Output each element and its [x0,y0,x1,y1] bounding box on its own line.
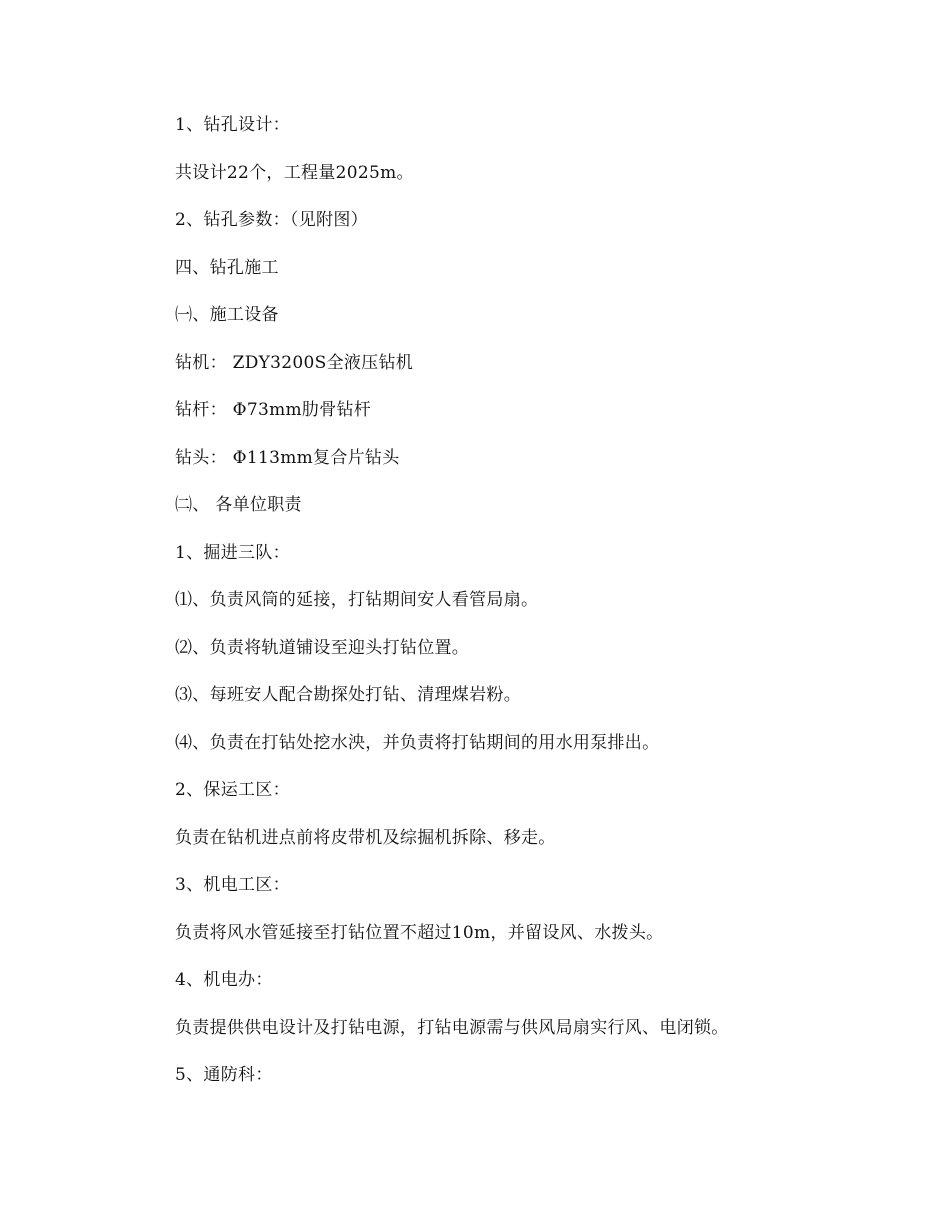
equipment-drill-rig: 钻机： ZDY3200S全液压钻机 [175,352,414,373]
heading-electromechanical-area: 3、机电工区： [175,875,290,895]
paragraph-maintenance-duty: 负责在钻机进点前将皮带机及综掘机拆除、移走。 [175,827,556,848]
heading-maintenance-area: 2、保运工区： [175,780,290,800]
equipment-drill-bit: 钻头： Φ113mm复合片钻头 [175,447,400,468]
list-item-duty-2: ⑵、负责将轨道铺设至迎头打钻位置。 [175,637,470,658]
list-item-duty-1: ⑴、负责风筒的延接，打钻期间安人看管局扇。 [175,590,539,610]
heading-tunneling-team-3: 1、掘进三队： [175,542,290,563]
equipment-drill-rod: 钻杆： Φ73mm肋骨钻杆 [175,400,372,420]
list-item-duty-3: ⑶、每班安人配合勘探处打钻、清理煤岩粉。 [175,685,521,705]
heading-electromechanical-office: 4、机电办： [175,970,273,990]
paragraph-electromechanical-office-duty: 负责提供供电设计及打钻电源，打钻电源需与供风局扇实行风、电闭锁。 [175,1017,729,1038]
heading-drilling-parameters: 2、钻孔参数：（见附图） [175,210,368,230]
section-heading-drilling-construction: 四、钻孔施工 [175,257,279,278]
document-body [175,112,875,1110]
subheading-construction-equipment: ㈠、施工设备 [175,305,279,325]
subheading-unit-responsibilities: ㈡、 各单位职责 [175,495,302,515]
paragraph-design-quantity: 共设计22个，工程量2025m。 [175,162,414,183]
heading-drilling-design: 1、钻孔设计： [175,115,290,135]
paragraph-electromechanical-duty: 负责将风水管延接至打钻位置不超过10m，并留设风、水拨头。 [175,922,664,943]
list-item-duty-4: ⑷、负责在打钻处挖水泱，并负责将打钻期间的用水用泵排出。 [175,732,660,753]
heading-ventilation-section: 5、通防科： [175,1065,273,1085]
